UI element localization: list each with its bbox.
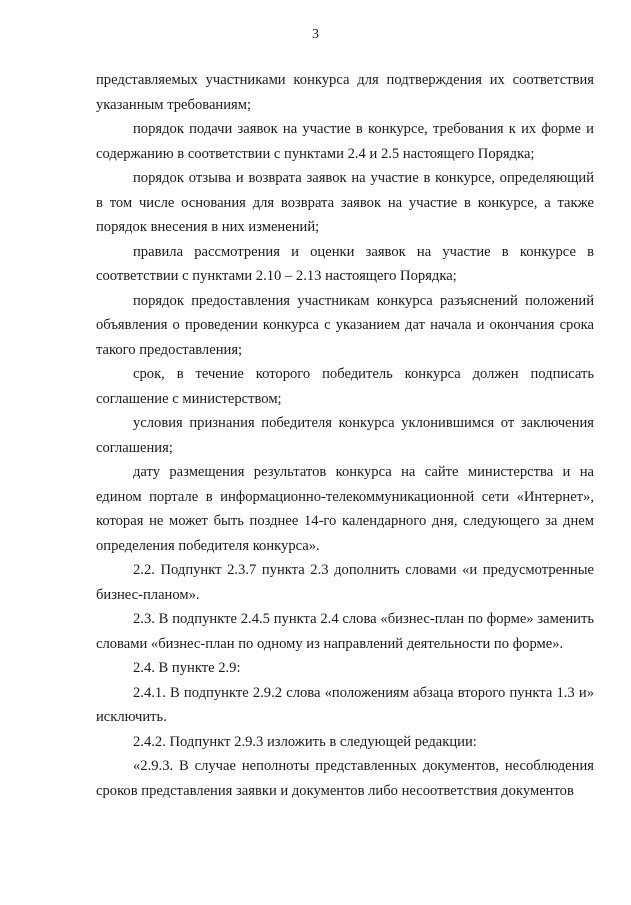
paragraph: условия признания победителя конкурса уклонившимся от заключения соглашения; bbox=[96, 415, 594, 456]
document-body bbox=[96, 68, 594, 803]
paragraph: 2.2. Подпункт 2.3.7 пункта 2.3 дополнить словами «и предусмотренные бизнес-планом». bbox=[96, 562, 594, 603]
page-number: 3 bbox=[312, 27, 319, 42]
paragraph: порядок отзыва и возврата заявок на участие в конкурсе, определяющий в том числе основания для возврата заявок на участие в конкурсе, а также порядок внесения в них изменений; bbox=[96, 170, 594, 235]
paragraph: правила рассмотрения и оценки заявок на участие в конкурсе в соответствии с пунктами 2.10 – 2.13 настоящего Порядка; bbox=[96, 243, 594, 284]
paragraph: порядок предоставления участникам конкурса разъяснений положений объявления о проведении конкурса с указанием дат начала и окончания срока такого предоставления; bbox=[96, 292, 594, 358]
paragraph: представляемых участниками конкурса для подтверждения их соответствия указанным требованиям; bbox=[96, 72, 594, 113]
paragraph: 2.3. В подпункте 2.4.5 пункта 2.4 слова «бизнес-план по форме» заменить словами «бизнес-план по одному из направлений деятельности по форме». bbox=[96, 611, 594, 652]
paragraph: порядок подачи заявок на участие в конкурсе, требования к их форме и содержанию в соответствии с пунктами 2.4 и 2.5 настоящего Порядка; bbox=[96, 121, 594, 162]
paragraph: «2.9.3. В случае неполноты представленных документов, несоблюдения сроков представления заявки и документов либо несоответствия документов bbox=[96, 758, 594, 799]
paragraph: дату размещения результатов конкурса на сайте министерства и на едином портале в информационно-телекоммуникационной сети «Интернет», которая не может быть позднее 14-го календарного дня, следующего за днем определения победителя конкурса». bbox=[96, 464, 594, 554]
paragraph: 2.4.1. В подпункте 2.9.2 слова «положениям абзаца второго пункта 1.3 и» исключить. bbox=[96, 684, 594, 725]
paragraph: 2.4.2. Подпункт 2.9.3 изложить в следующей редакции: bbox=[133, 733, 477, 750]
paragraph: 2.4. В пункте 2.9: bbox=[133, 660, 241, 676]
paragraph: срок, в течение которого победитель конкурса должен подписать соглашение с министерством; bbox=[96, 366, 594, 407]
